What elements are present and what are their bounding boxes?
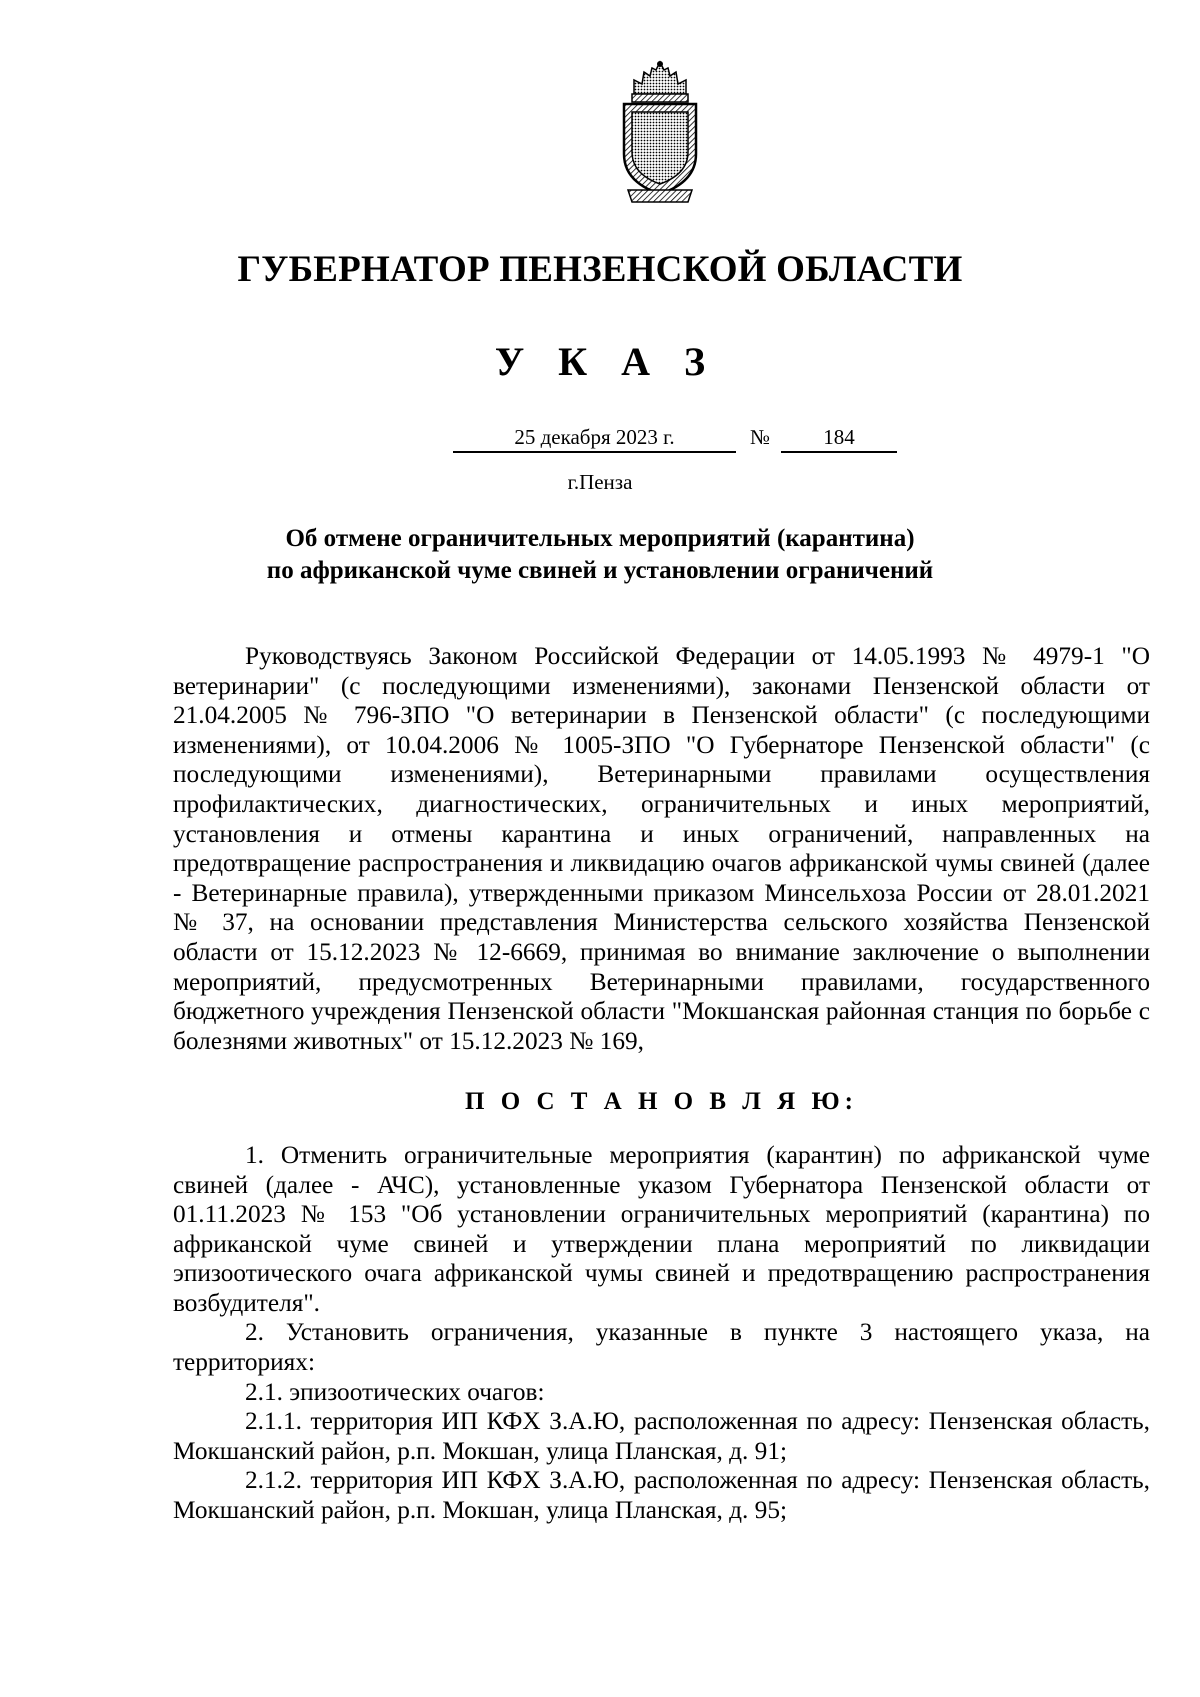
subject-line-1: Об отмене ограничительных мероприятий (карантина): [285, 525, 915, 552]
item-2-1-2: 2.1.2. территория ИП КФХ З.А.Ю, расположенная по адресу: Пензенская область, Мокшанский район, р.п. Мокшан, улица Планская, д. 95;: [173, 1466, 1150, 1525]
document-date: 25 декабря 2023 г.: [453, 425, 736, 453]
item-2: 2. Установить ограничения, указанные в пункте 3 настоящего указа, на территориях:: [173, 1318, 1150, 1377]
document-type: У К А З: [494, 339, 718, 384]
document-subject: [0, 523, 1200, 587]
authority-title: ГУБЕРНАТОР ПЕНЗЕНСКОЙ ОБЛАСТИ: [237, 249, 963, 290]
item-2-1-1: 2.1.1. территория ИП КФХ З.А.Ю, расположенная по адресу: Пензенская область, Мокшанский район, р.п. Мокшан, улица Планская, д. 91;: [173, 1407, 1150, 1465]
document-number: 184: [781, 425, 897, 453]
item-2-1: 2.1. эпизоотических очагов:: [245, 1377, 545, 1406]
document-body: [173, 642, 1150, 1526]
document-city: г.Пенза: [567, 470, 633, 494]
penza-coat-of-arms-icon: [610, 58, 710, 208]
date-number-line: [0, 425, 1200, 455]
item-1: 1. Отменить ограничительные мероприятия (карантин) по африканской чуме свиней (далее - АЧС), установленные указом Губернатора Пензенской области от 01.11.2023 № 153 "Об установлении ограничительных мероприятий (карантина) по африканской чуме свиней и утверждении плана мероприятий по ликвидации эпизоотического очага африканской чумы свиней и предотвращению распространения возбудителя".: [173, 1140, 1150, 1317]
decree-heading: П О С Т А Н О В Л Я Ю:: [465, 1088, 858, 1116]
number-sign: №: [750, 425, 771, 449]
preamble-paragraph: Руководствуясь Законом Российской Федерации от 14.05.1993 № 4979-1 "О ветеринарии" (с последующими изменениями), законами Пензенской области от 21.04.2005 № 796-ЗПО "О ветеринарии в Пензенской области" (с последующими изменениями), от 10.04.2006 № 1005-ЗПО "О Губернаторе Пензенской области" (с последующими изменениями), Ветеринарными правилами осуществления профилактических, диагностических, ограничительных и иных мероприятий, установления и отмены карантина и иных ограничений, направленных на предотвращение распространения и ликвидацию очагов африканской чумы свиней (далее - Ветеринарные правила), утвержденными приказом Минсельхоза России от 28.01.2021 № 37, на основании представления Министерства сельского хозяйства Пензенской области от 15.12.2023 № 12-6669, принимая во внимание заключение о выполнении мероприятий, предусмотренных Ветеринарными правилами, государственного бюджетного учреждения Пензенской области "Мокшанская районная станция по борьбе с болезнями животных" от 15.12.2023 № 169,: [173, 642, 1150, 1055]
subject-line-2: по африканской чуме свиней и установлении ограничений: [266, 557, 934, 584]
